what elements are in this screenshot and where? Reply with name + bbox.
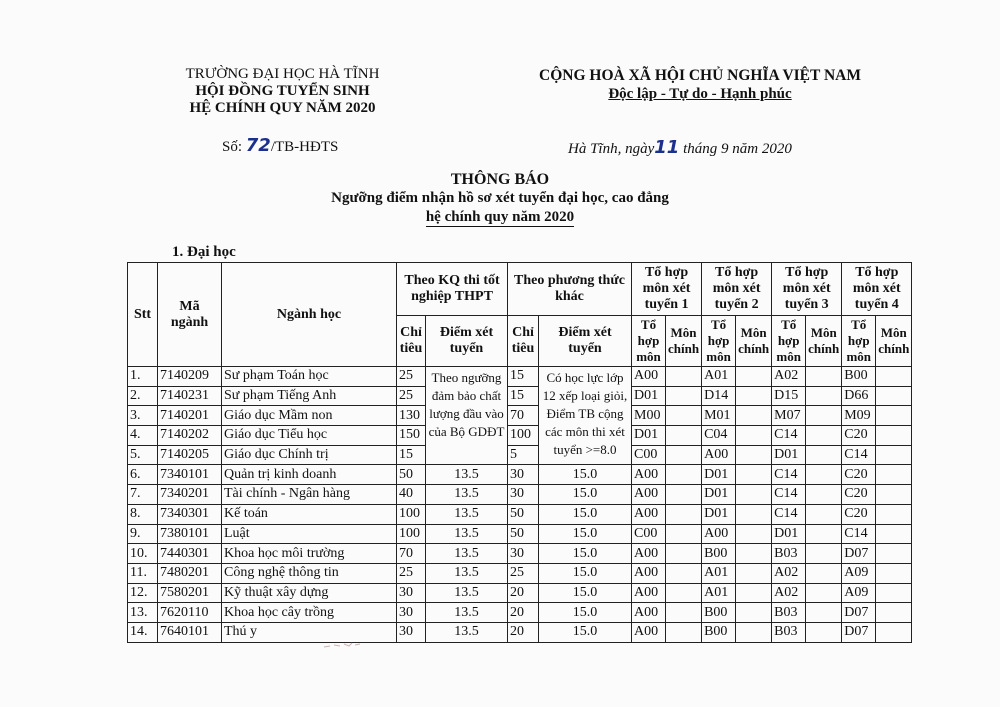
row-to-hop-mon: A00 bbox=[632, 367, 666, 387]
national-header bbox=[505, 66, 895, 104]
row-chi-tieu-thpt: 50 bbox=[397, 465, 426, 485]
row-to-hop-mon: A00 bbox=[702, 445, 736, 465]
row-ma-nganh: 7140201 bbox=[158, 406, 222, 426]
issuer-system: HỆ CHÍNH QUY NĂM 2020 bbox=[189, 100, 376, 116]
header-mon-chinh-1: Môn chính bbox=[666, 316, 702, 367]
handwritten-day: 11 bbox=[654, 137, 680, 158]
row-chi-tieu-khac: 50 bbox=[508, 504, 539, 524]
row-to-hop-mon: A01 bbox=[702, 367, 736, 387]
header-mon-chinh-2: Môn chính bbox=[736, 316, 772, 367]
row-nganh-hoc: Khoa học cây trồng bbox=[222, 603, 397, 623]
row-mon-chinh bbox=[736, 485, 772, 505]
row-stt: 2. bbox=[128, 386, 158, 406]
header-stt: Stt bbox=[128, 263, 158, 367]
notice-title bbox=[250, 170, 750, 227]
row-diem-thpt: 13.5 bbox=[426, 583, 508, 603]
row-nganh-hoc: Thú y bbox=[222, 622, 397, 642]
national-title: CỘNG HOÀ XÃ HỘI CHỦ NGHĨA VIỆT NAM bbox=[539, 67, 861, 84]
row-stt: 4. bbox=[128, 426, 158, 446]
row-diem-khac: 15.0 bbox=[539, 544, 632, 564]
row-to-hop-mon: A00 bbox=[702, 524, 736, 544]
row-chi-tieu-khac: 100 bbox=[508, 426, 539, 446]
row-ma-nganh: 7340301 bbox=[158, 504, 222, 524]
row-chi-tieu-khac: 20 bbox=[508, 583, 539, 603]
row-stt: 6. bbox=[128, 465, 158, 485]
row-to-hop-mon: A00 bbox=[632, 544, 666, 564]
row-to-hop-mon: A01 bbox=[702, 583, 736, 603]
header-ma-nganh: Mã ngành bbox=[158, 263, 222, 367]
row-chi-tieu-thpt: 30 bbox=[397, 603, 426, 623]
row-to-hop-mon: C14 bbox=[772, 465, 806, 485]
row-ma-nganh: 7480201 bbox=[158, 563, 222, 583]
row-nganh-hoc: Khoa học môi trường bbox=[222, 544, 397, 564]
row-chi-tieu-khac: 30 bbox=[508, 465, 539, 485]
row-chi-tieu-thpt: 15 bbox=[397, 445, 426, 465]
row-diem-khac: 15.0 bbox=[539, 563, 632, 583]
table-row bbox=[128, 367, 912, 387]
row-mon-chinh bbox=[736, 386, 772, 406]
row-nganh-hoc: Quản trị kinh doanh bbox=[222, 465, 397, 485]
row-to-hop-mon: B00 bbox=[842, 367, 876, 387]
row-to-hop-mon: M01 bbox=[702, 406, 736, 426]
row-mon-chinh bbox=[806, 426, 842, 446]
row-mon-chinh bbox=[666, 386, 702, 406]
row-mon-chinh bbox=[806, 504, 842, 524]
row-mon-chinh bbox=[876, 583, 912, 603]
row-stt: 13. bbox=[128, 603, 158, 623]
row-to-hop-mon: C14 bbox=[772, 504, 806, 524]
row-mon-chinh bbox=[876, 504, 912, 524]
row-to-hop-mon: C20 bbox=[842, 485, 876, 505]
row-ma-nganh: 7340201 bbox=[158, 485, 222, 505]
row-chi-tieu-thpt: 30 bbox=[397, 583, 426, 603]
row-to-hop-mon: C20 bbox=[842, 426, 876, 446]
row-mon-chinh bbox=[876, 485, 912, 505]
row-mon-chinh bbox=[666, 544, 702, 564]
row-mon-chinh bbox=[876, 367, 912, 387]
row-nganh-hoc: Giáo dục Tiểu học bbox=[222, 426, 397, 446]
row-mon-chinh bbox=[736, 583, 772, 603]
row-to-hop-mon: D15 bbox=[772, 386, 806, 406]
row-to-hop-mon: D07 bbox=[842, 544, 876, 564]
row-mon-chinh bbox=[806, 406, 842, 426]
row-to-hop-mon: D66 bbox=[842, 386, 876, 406]
row-mon-chinh bbox=[876, 406, 912, 426]
issuer-header bbox=[155, 66, 410, 117]
row-to-hop-mon: D07 bbox=[842, 603, 876, 623]
row-to-hop-mon: D01 bbox=[632, 386, 666, 406]
merged-khac-criteria: Có học lực lớp 12 xếp loại giỏi, Điểm TB cộng các môn thi xét tuyển >=8.0 bbox=[539, 367, 632, 465]
row-diem-thpt: 13.5 bbox=[426, 524, 508, 544]
row-to-hop-mon: A02 bbox=[772, 583, 806, 603]
row-to-hop-mon: C14 bbox=[772, 485, 806, 505]
row-mon-chinh bbox=[876, 465, 912, 485]
row-diem-khac: 15.0 bbox=[539, 465, 632, 485]
table-row bbox=[128, 465, 912, 485]
header-group-thpt: Theo KQ thi tốt nghiệp THPT bbox=[397, 263, 508, 316]
row-mon-chinh bbox=[806, 603, 842, 623]
row-mon-chinh bbox=[806, 583, 842, 603]
row-to-hop-mon: D01 bbox=[702, 504, 736, 524]
row-nganh-hoc: Sư phạm Toán học bbox=[222, 367, 397, 387]
header-to-hop-mon-4: Tổ hợp môn bbox=[842, 316, 876, 367]
row-to-hop-mon: B03 bbox=[772, 603, 806, 623]
table-row bbox=[128, 603, 912, 623]
row-to-hop-mon: M07 bbox=[772, 406, 806, 426]
row-stt: 3. bbox=[128, 406, 158, 426]
row-mon-chinh bbox=[806, 367, 842, 387]
row-chi-tieu-thpt: 70 bbox=[397, 544, 426, 564]
row-stt: 9. bbox=[128, 524, 158, 544]
row-mon-chinh bbox=[666, 583, 702, 603]
row-mon-chinh bbox=[876, 544, 912, 564]
header-mon-chinh-4: Môn chính bbox=[876, 316, 912, 367]
table-row bbox=[128, 504, 912, 524]
row-ma-nganh: 7140209 bbox=[158, 367, 222, 387]
row-diem-khac: 15.0 bbox=[539, 603, 632, 623]
header-tohop-1: Tổ hợp môn xét tuyển 1 bbox=[632, 263, 702, 316]
header-diem-2: Điểm xét tuyển bbox=[539, 316, 632, 367]
row-to-hop-mon: A02 bbox=[772, 367, 806, 387]
row-nganh-hoc: Giáo dục Chính trị bbox=[222, 445, 397, 465]
row-ma-nganh: 7580201 bbox=[158, 583, 222, 603]
row-stt: 1. bbox=[128, 367, 158, 387]
row-mon-chinh bbox=[806, 445, 842, 465]
row-chi-tieu-khac: 20 bbox=[508, 603, 539, 623]
header-tohop-3: Tổ hợp môn xét tuyển 3 bbox=[772, 263, 842, 316]
row-nganh-hoc: Sư phạm Tiếng Anh bbox=[222, 386, 397, 406]
row-mon-chinh bbox=[666, 524, 702, 544]
row-chi-tieu-thpt: 40 bbox=[397, 485, 426, 505]
table-row bbox=[128, 426, 912, 446]
table-row bbox=[128, 524, 912, 544]
row-mon-chinh bbox=[876, 524, 912, 544]
row-stt: 11. bbox=[128, 563, 158, 583]
table-row bbox=[128, 583, 912, 603]
table-row bbox=[128, 622, 912, 642]
row-mon-chinh bbox=[666, 445, 702, 465]
row-nganh-hoc: Luật bbox=[222, 524, 397, 544]
row-to-hop-mon: A00 bbox=[632, 583, 666, 603]
row-chi-tieu-thpt: 100 bbox=[397, 504, 426, 524]
row-mon-chinh bbox=[736, 544, 772, 564]
handwritten-number: 72 bbox=[245, 135, 271, 156]
row-to-hop-mon: B03 bbox=[772, 544, 806, 564]
header-tohop-2: Tổ hợp môn xét tuyển 2 bbox=[702, 263, 772, 316]
row-mon-chinh bbox=[876, 622, 912, 642]
row-to-hop-mon: A00 bbox=[632, 563, 666, 583]
row-stt: 8. bbox=[128, 504, 158, 524]
row-to-hop-mon: D01 bbox=[772, 524, 806, 544]
row-ma-nganh: 7440301 bbox=[158, 544, 222, 564]
row-stt: 5. bbox=[128, 445, 158, 465]
row-stt: 14. bbox=[128, 622, 158, 642]
row-chi-tieu-thpt: 100 bbox=[397, 524, 426, 544]
row-mon-chinh bbox=[736, 622, 772, 642]
row-chi-tieu-thpt: 25 bbox=[397, 367, 426, 387]
row-to-hop-mon: A01 bbox=[702, 563, 736, 583]
row-mon-chinh bbox=[876, 603, 912, 623]
row-to-hop-mon: A09 bbox=[842, 563, 876, 583]
row-to-hop-mon: C14 bbox=[842, 524, 876, 544]
row-diem-khac: 15.0 bbox=[539, 622, 632, 642]
notice-subject: Ngưỡng điểm nhận hồ sơ xét tuyển đại học, cao đẳng bbox=[331, 190, 669, 206]
row-to-hop-mon: C20 bbox=[842, 465, 876, 485]
row-chi-tieu-thpt: 30 bbox=[397, 622, 426, 642]
row-diem-thpt: 13.5 bbox=[426, 563, 508, 583]
row-nganh-hoc: Tài chính - Ngân hàng bbox=[222, 485, 397, 505]
row-to-hop-mon: A02 bbox=[772, 563, 806, 583]
row-to-hop-mon: A00 bbox=[632, 504, 666, 524]
row-diem-khac: 15.0 bbox=[539, 504, 632, 524]
row-mon-chinh bbox=[736, 504, 772, 524]
row-diem-khac: 15.0 bbox=[539, 524, 632, 544]
issuer-council: HỘI ĐỒNG TUYỂN SINH bbox=[195, 83, 370, 99]
row-to-hop-mon: C04 bbox=[702, 426, 736, 446]
row-mon-chinh bbox=[806, 485, 842, 505]
row-stt: 10. bbox=[128, 544, 158, 564]
row-mon-chinh bbox=[876, 386, 912, 406]
row-nganh-hoc: Kỹ thuật xây dựng bbox=[222, 583, 397, 603]
header-nganh-hoc: Ngành học bbox=[222, 263, 397, 367]
row-chi-tieu-thpt: 130 bbox=[397, 406, 426, 426]
row-to-hop-mon: C00 bbox=[632, 445, 666, 465]
row-stt: 7. bbox=[128, 485, 158, 505]
row-chi-tieu-khac: 30 bbox=[508, 485, 539, 505]
reference-number: Số: 72/TB-HĐTS bbox=[222, 135, 339, 156]
row-ma-nganh: 7140231 bbox=[158, 386, 222, 406]
row-chi-tieu-khac: 15 bbox=[508, 386, 539, 406]
row-to-hop-mon: M00 bbox=[632, 406, 666, 426]
row-mon-chinh bbox=[736, 563, 772, 583]
row-diem-thpt: 13.5 bbox=[426, 465, 508, 485]
header-diem-1: Điểm xét tuyển bbox=[426, 316, 508, 367]
row-mon-chinh bbox=[876, 563, 912, 583]
row-mon-chinh bbox=[666, 622, 702, 642]
row-chi-tieu-khac: 70 bbox=[508, 406, 539, 426]
row-mon-chinh bbox=[666, 485, 702, 505]
row-ma-nganh: 7640101 bbox=[158, 622, 222, 642]
row-chi-tieu-thpt: 25 bbox=[397, 386, 426, 406]
row-to-hop-mon: D01 bbox=[632, 426, 666, 446]
row-mon-chinh bbox=[876, 426, 912, 446]
row-to-hop-mon: B00 bbox=[702, 622, 736, 642]
row-to-hop-mon: A00 bbox=[632, 485, 666, 505]
row-to-hop-mon: D07 bbox=[842, 622, 876, 642]
row-chi-tieu-khac: 30 bbox=[508, 544, 539, 564]
row-to-hop-mon: A09 bbox=[842, 583, 876, 603]
row-to-hop-mon: M09 bbox=[842, 406, 876, 426]
table-body bbox=[128, 367, 912, 643]
row-chi-tieu-thpt: 150 bbox=[397, 426, 426, 446]
row-ma-nganh: 7620110 bbox=[158, 603, 222, 623]
row-ma-nganh: 7380101 bbox=[158, 524, 222, 544]
row-mon-chinh bbox=[876, 445, 912, 465]
row-stt: 12. bbox=[128, 583, 158, 603]
header-chi-tieu-2: Chỉ tiêu bbox=[508, 316, 539, 367]
issuer-school: TRƯỜNG ĐẠI HỌC HÀ TĨNH bbox=[185, 66, 380, 82]
row-diem-thpt: 13.5 bbox=[426, 544, 508, 564]
row-mon-chinh bbox=[736, 406, 772, 426]
row-mon-chinh bbox=[736, 465, 772, 485]
row-diem-khac: 15.0 bbox=[539, 583, 632, 603]
table-row bbox=[128, 485, 912, 505]
header-to-hop-mon-1: Tổ hợp môn bbox=[632, 316, 666, 367]
row-to-hop-mon: D01 bbox=[772, 445, 806, 465]
header-to-hop-mon-3: Tổ hợp môn bbox=[772, 316, 806, 367]
row-mon-chinh bbox=[666, 406, 702, 426]
row-mon-chinh bbox=[736, 426, 772, 446]
row-mon-chinh bbox=[666, 426, 702, 446]
header-to-hop-mon-2: Tổ hợp môn bbox=[702, 316, 736, 367]
notice-heading: THÔNG BÁO bbox=[450, 171, 550, 188]
row-chi-tieu-khac: 15 bbox=[508, 367, 539, 387]
table-row bbox=[128, 386, 912, 406]
notice-subject-2: hệ chính quy năm 2020 bbox=[425, 209, 575, 225]
row-mon-chinh bbox=[666, 504, 702, 524]
row-nganh-hoc: Công nghệ thông tin bbox=[222, 563, 397, 583]
national-motto: Độc lập - Tự do - Hạnh phúc bbox=[608, 86, 792, 102]
row-to-hop-mon: D01 bbox=[702, 485, 736, 505]
row-to-hop-mon: B00 bbox=[702, 603, 736, 623]
header-chi-tieu-1: Chỉ tiêu bbox=[397, 316, 426, 367]
row-to-hop-mon: B03 bbox=[772, 622, 806, 642]
row-nganh-hoc: Kế toán bbox=[222, 504, 397, 524]
row-mon-chinh bbox=[736, 603, 772, 623]
row-to-hop-mon: A00 bbox=[632, 622, 666, 642]
row-diem-khac: 15.0 bbox=[539, 485, 632, 505]
row-diem-thpt: 13.5 bbox=[426, 603, 508, 623]
row-mon-chinh bbox=[806, 465, 842, 485]
row-mon-chinh bbox=[736, 524, 772, 544]
row-mon-chinh bbox=[806, 544, 842, 564]
row-to-hop-mon: C14 bbox=[772, 426, 806, 446]
header-tohop-4: Tổ hợp môn xét tuyển 4 bbox=[842, 263, 912, 316]
row-to-hop-mon: D01 bbox=[702, 465, 736, 485]
merged-thpt-criteria: Theo ngưỡng đảm bảo chất lượng đầu vào của Bộ GDĐT bbox=[426, 367, 508, 465]
row-chi-tieu-thpt: 25 bbox=[397, 563, 426, 583]
row-mon-chinh bbox=[666, 603, 702, 623]
row-chi-tieu-khac: 50 bbox=[508, 524, 539, 544]
pen-mark bbox=[322, 640, 362, 650]
row-to-hop-mon: A00 bbox=[632, 465, 666, 485]
table-row bbox=[128, 563, 912, 583]
table-row bbox=[128, 445, 912, 465]
row-chi-tieu-khac: 5 bbox=[508, 445, 539, 465]
admission-table bbox=[127, 262, 912, 643]
row-diem-thpt: 13.5 bbox=[426, 485, 508, 505]
row-to-hop-mon: C00 bbox=[632, 524, 666, 544]
row-chi-tieu-khac: 25 bbox=[508, 563, 539, 583]
row-to-hop-mon: C20 bbox=[842, 504, 876, 524]
row-mon-chinh bbox=[736, 367, 772, 387]
row-nganh-hoc: Giáo dục Mầm non bbox=[222, 406, 397, 426]
header-group-khac: Theo phương thức khác bbox=[508, 263, 632, 316]
row-ma-nganh: 7140205 bbox=[158, 445, 222, 465]
row-to-hop-mon: B00 bbox=[702, 544, 736, 564]
row-mon-chinh bbox=[666, 367, 702, 387]
row-mon-chinh bbox=[806, 386, 842, 406]
row-ma-nganh: 7140202 bbox=[158, 426, 222, 446]
header-mon-chinh-3: Môn chính bbox=[806, 316, 842, 367]
row-mon-chinh bbox=[666, 465, 702, 485]
row-mon-chinh bbox=[666, 563, 702, 583]
row-diem-thpt: 13.5 bbox=[426, 622, 508, 642]
row-to-hop-mon: A00 bbox=[632, 603, 666, 623]
row-mon-chinh bbox=[806, 622, 842, 642]
row-mon-chinh bbox=[806, 524, 842, 544]
table-row bbox=[128, 406, 912, 426]
row-chi-tieu-khac: 20 bbox=[508, 622, 539, 642]
row-mon-chinh bbox=[806, 563, 842, 583]
row-to-hop-mon: C14 bbox=[842, 445, 876, 465]
document-date: Hà Tĩnh, ngày11 tháng 9 năm 2020 bbox=[568, 137, 792, 158]
table-row bbox=[128, 544, 912, 564]
section-heading: 1. Đại học bbox=[172, 244, 236, 260]
row-mon-chinh bbox=[736, 445, 772, 465]
row-to-hop-mon: D14 bbox=[702, 386, 736, 406]
row-diem-thpt: 13.5 bbox=[426, 504, 508, 524]
row-ma-nganh: 7340101 bbox=[158, 465, 222, 485]
